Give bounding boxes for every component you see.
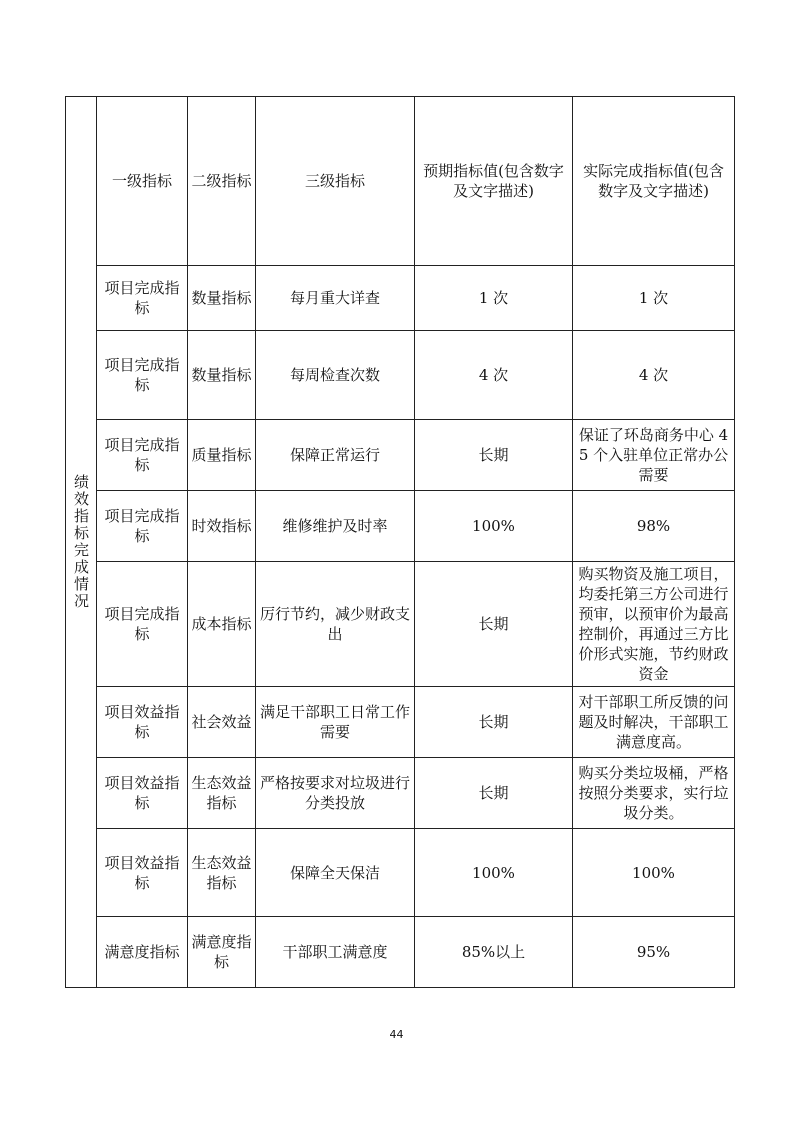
cell-level3: 严格按要求对垃圾进行分类投放 xyxy=(256,758,415,829)
cell-level1: 项目效益指标 xyxy=(97,687,188,758)
performance-table xyxy=(65,96,735,988)
header-level1: 一级指标 xyxy=(97,97,188,266)
cell-level2: 生态效益指标 xyxy=(188,758,256,829)
cell-expected: 4 次 xyxy=(415,331,573,420)
cell-level3: 满足干部职工日常工作需要 xyxy=(256,687,415,758)
cell-expected: 1 次 xyxy=(415,266,573,331)
cell-actual: 4 次 xyxy=(573,331,735,420)
cell-expected: 长期 xyxy=(415,562,573,687)
cell-level1: 满意度指标 xyxy=(97,917,188,988)
cell-level1: 项目效益指标 xyxy=(97,829,188,917)
section-label: 绩效指标完成情况 xyxy=(66,97,97,988)
table-row xyxy=(66,687,735,758)
table-row xyxy=(66,917,735,988)
cell-expected: 长期 xyxy=(415,758,573,829)
table-row xyxy=(66,829,735,917)
cell-level2: 满意度指标 xyxy=(188,917,256,988)
table-row xyxy=(66,758,735,829)
cell-level2: 数量指标 xyxy=(188,266,256,331)
page-number: 44 xyxy=(389,1028,404,1041)
cell-level2: 时效指标 xyxy=(188,491,256,562)
cell-level3: 保障全天保洁 xyxy=(256,829,415,917)
header-expected: 预期指标值(包含数字及文字描述) xyxy=(415,97,573,266)
cell-level2: 生态效益指标 xyxy=(188,829,256,917)
table-row xyxy=(66,420,735,491)
cell-actual: 购买分类垃圾桶，严格按照分类要求，实行垃圾分类。 xyxy=(573,758,735,829)
cell-level3: 干部职工满意度 xyxy=(256,917,415,988)
cell-level1: 项目完成指标 xyxy=(97,266,188,331)
cell-level1: 项目效益指标 xyxy=(97,758,188,829)
cell-level3: 保障正常运行 xyxy=(256,420,415,491)
header-level3: 三级指标 xyxy=(256,97,415,266)
cell-actual: 1 次 xyxy=(573,266,735,331)
header-level2: 二级指标 xyxy=(188,97,256,266)
header-actual: 实际完成指标值(包含数字及文字描述) xyxy=(573,97,735,266)
cell-expected: 长期 xyxy=(415,687,573,758)
cell-actual: 保证了环岛商务中心 45 个入驻单位正常办公需要 xyxy=(573,420,735,491)
cell-level2: 数量指标 xyxy=(188,331,256,420)
cell-level1: 项目完成指标 xyxy=(97,562,188,687)
cell-level2: 质量指标 xyxy=(188,420,256,491)
cell-level2: 社会效益 xyxy=(188,687,256,758)
cell-actual: 对干部职工所反馈的问题及时解决，干部职工满意度高。 xyxy=(573,687,735,758)
cell-actual: 100% xyxy=(573,829,735,917)
cell-level1: 项目完成指标 xyxy=(97,331,188,420)
cell-expected: 长期 xyxy=(415,420,573,491)
cell-level3: 维修维护及时率 xyxy=(256,491,415,562)
cell-level3: 每周检查次数 xyxy=(256,331,415,420)
cell-level1: 项目完成指标 xyxy=(97,420,188,491)
cell-expected: 100% xyxy=(415,491,573,562)
cell-level1: 项目完成指标 xyxy=(97,491,188,562)
header-row xyxy=(66,97,735,266)
table-row xyxy=(66,266,735,331)
cell-actual: 95% xyxy=(573,917,735,988)
cell-level3: 厉行节约，减少财政支出 xyxy=(256,562,415,687)
cell-actual: 购买物资及施工项目，均委托第三方公司进行预审，以预审价为最高控制价，再通过三方比价形式实施，节约财政资金 xyxy=(573,562,735,687)
table-row xyxy=(66,331,735,420)
table-row xyxy=(66,491,735,562)
cell-actual: 98% xyxy=(573,491,735,562)
cell-expected: 85%以上 xyxy=(415,917,573,988)
table-row xyxy=(66,562,735,687)
cell-level3: 每月重大详查 xyxy=(256,266,415,331)
cell-level2: 成本指标 xyxy=(188,562,256,687)
cell-expected: 100% xyxy=(415,829,573,917)
